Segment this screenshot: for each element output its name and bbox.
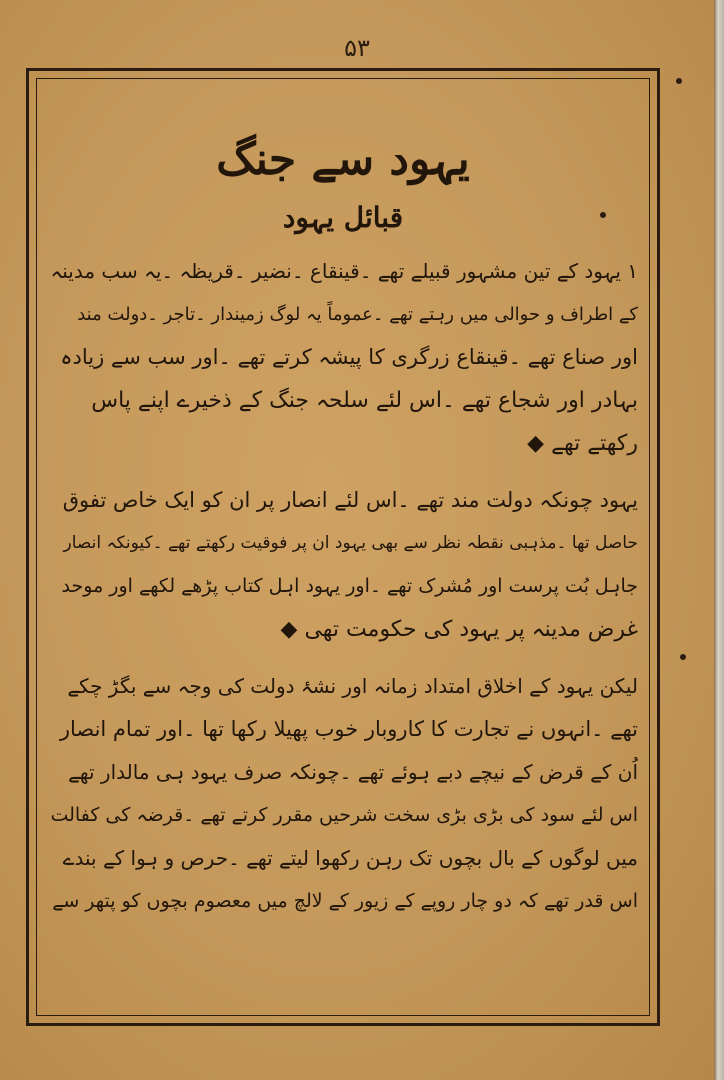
ink-speck [680, 654, 686, 660]
page-content [48, 110, 638, 1000]
paragraph-1 [48, 250, 638, 465]
text-line: حاصل تھا ۔مذہبی نقطہ نظر سے بھی یہود ان پر فوقیت رکھتے تھے ۔کیونکہ انصار [63, 533, 638, 553]
text-line: رکھتے تھے ◆ [527, 431, 638, 456]
paragraph-2 [48, 479, 638, 651]
chapter-title: یہود سے جنگ [216, 134, 470, 185]
text-line: یہود چونکہ دولت مند تھے ۔اس لئے انصار پر ان کو ایک خاص تفوق [62, 488, 638, 512]
text-line: لیکن یہود کے اخلاق امتداد زمانہ اور نشۂ دولت کی وجہ سے بگڑ چکے [67, 674, 638, 698]
text-line: اور صناع تھے ۔قینقاع زرگری کا پیشہ کرتے تھے ۔اور سب سے زیادہ [60, 345, 638, 369]
section-heading: قبائل یہود [282, 201, 404, 234]
text-line: اُن کے قرض کے نیچے دبے ہوئے تھے ۔چونکہ صرف یہود ہی مالدار تھے [68, 760, 638, 784]
text-line: ۱ یہود کے تین مشہور قبیلے تھے ۔قینقاع ۔نضیر ۔قریظہ ۔یہ سب مدینہ [50, 259, 638, 283]
paragraph-3 [48, 665, 638, 923]
ink-speck [676, 78, 682, 84]
text-line: بہادر اور شجاع تھے ۔اس لئے سلحہ جنگ کے ذخیرے اپنے پاس [91, 388, 638, 413]
page-number: ۵۳ [344, 34, 370, 62]
text-line: میں لوگوں کے بال بچوں تک رہن رکھوا لیتے تھے ۔حرص و ہوا کے بندے [62, 846, 638, 870]
text-line: اس لئے سود کی بڑی بڑی سخت شرحیں مقرر کرتے تھے ۔قرضہ کی کفالت [50, 804, 638, 826]
page-edge [714, 0, 724, 1080]
text-line: اس قدر تھے کہ دو چار روپے کے زیور کے لالچ میں معصوم بچوں کو پتھر سے [52, 890, 638, 912]
text-line: جاہل بُت پرست اور مُشرک تھے ۔اور یہود اہل کتاب پڑھے لکھے اور موحد [61, 575, 638, 597]
text-line: تھے ۔انہوں نے تجارت کا کاروبار خوب پھیلا رکھا تھا ۔اور تمام انصار [59, 717, 638, 741]
text-line: غرض مدینہ پر یہود کی حکومت تھی ◆ [280, 617, 638, 642]
text-line: کے اطراف و حوالی میں رہتے تھے ۔عموماً یہ لوگ زمیندار ۔تاجر ۔دولت مند [77, 304, 638, 325]
